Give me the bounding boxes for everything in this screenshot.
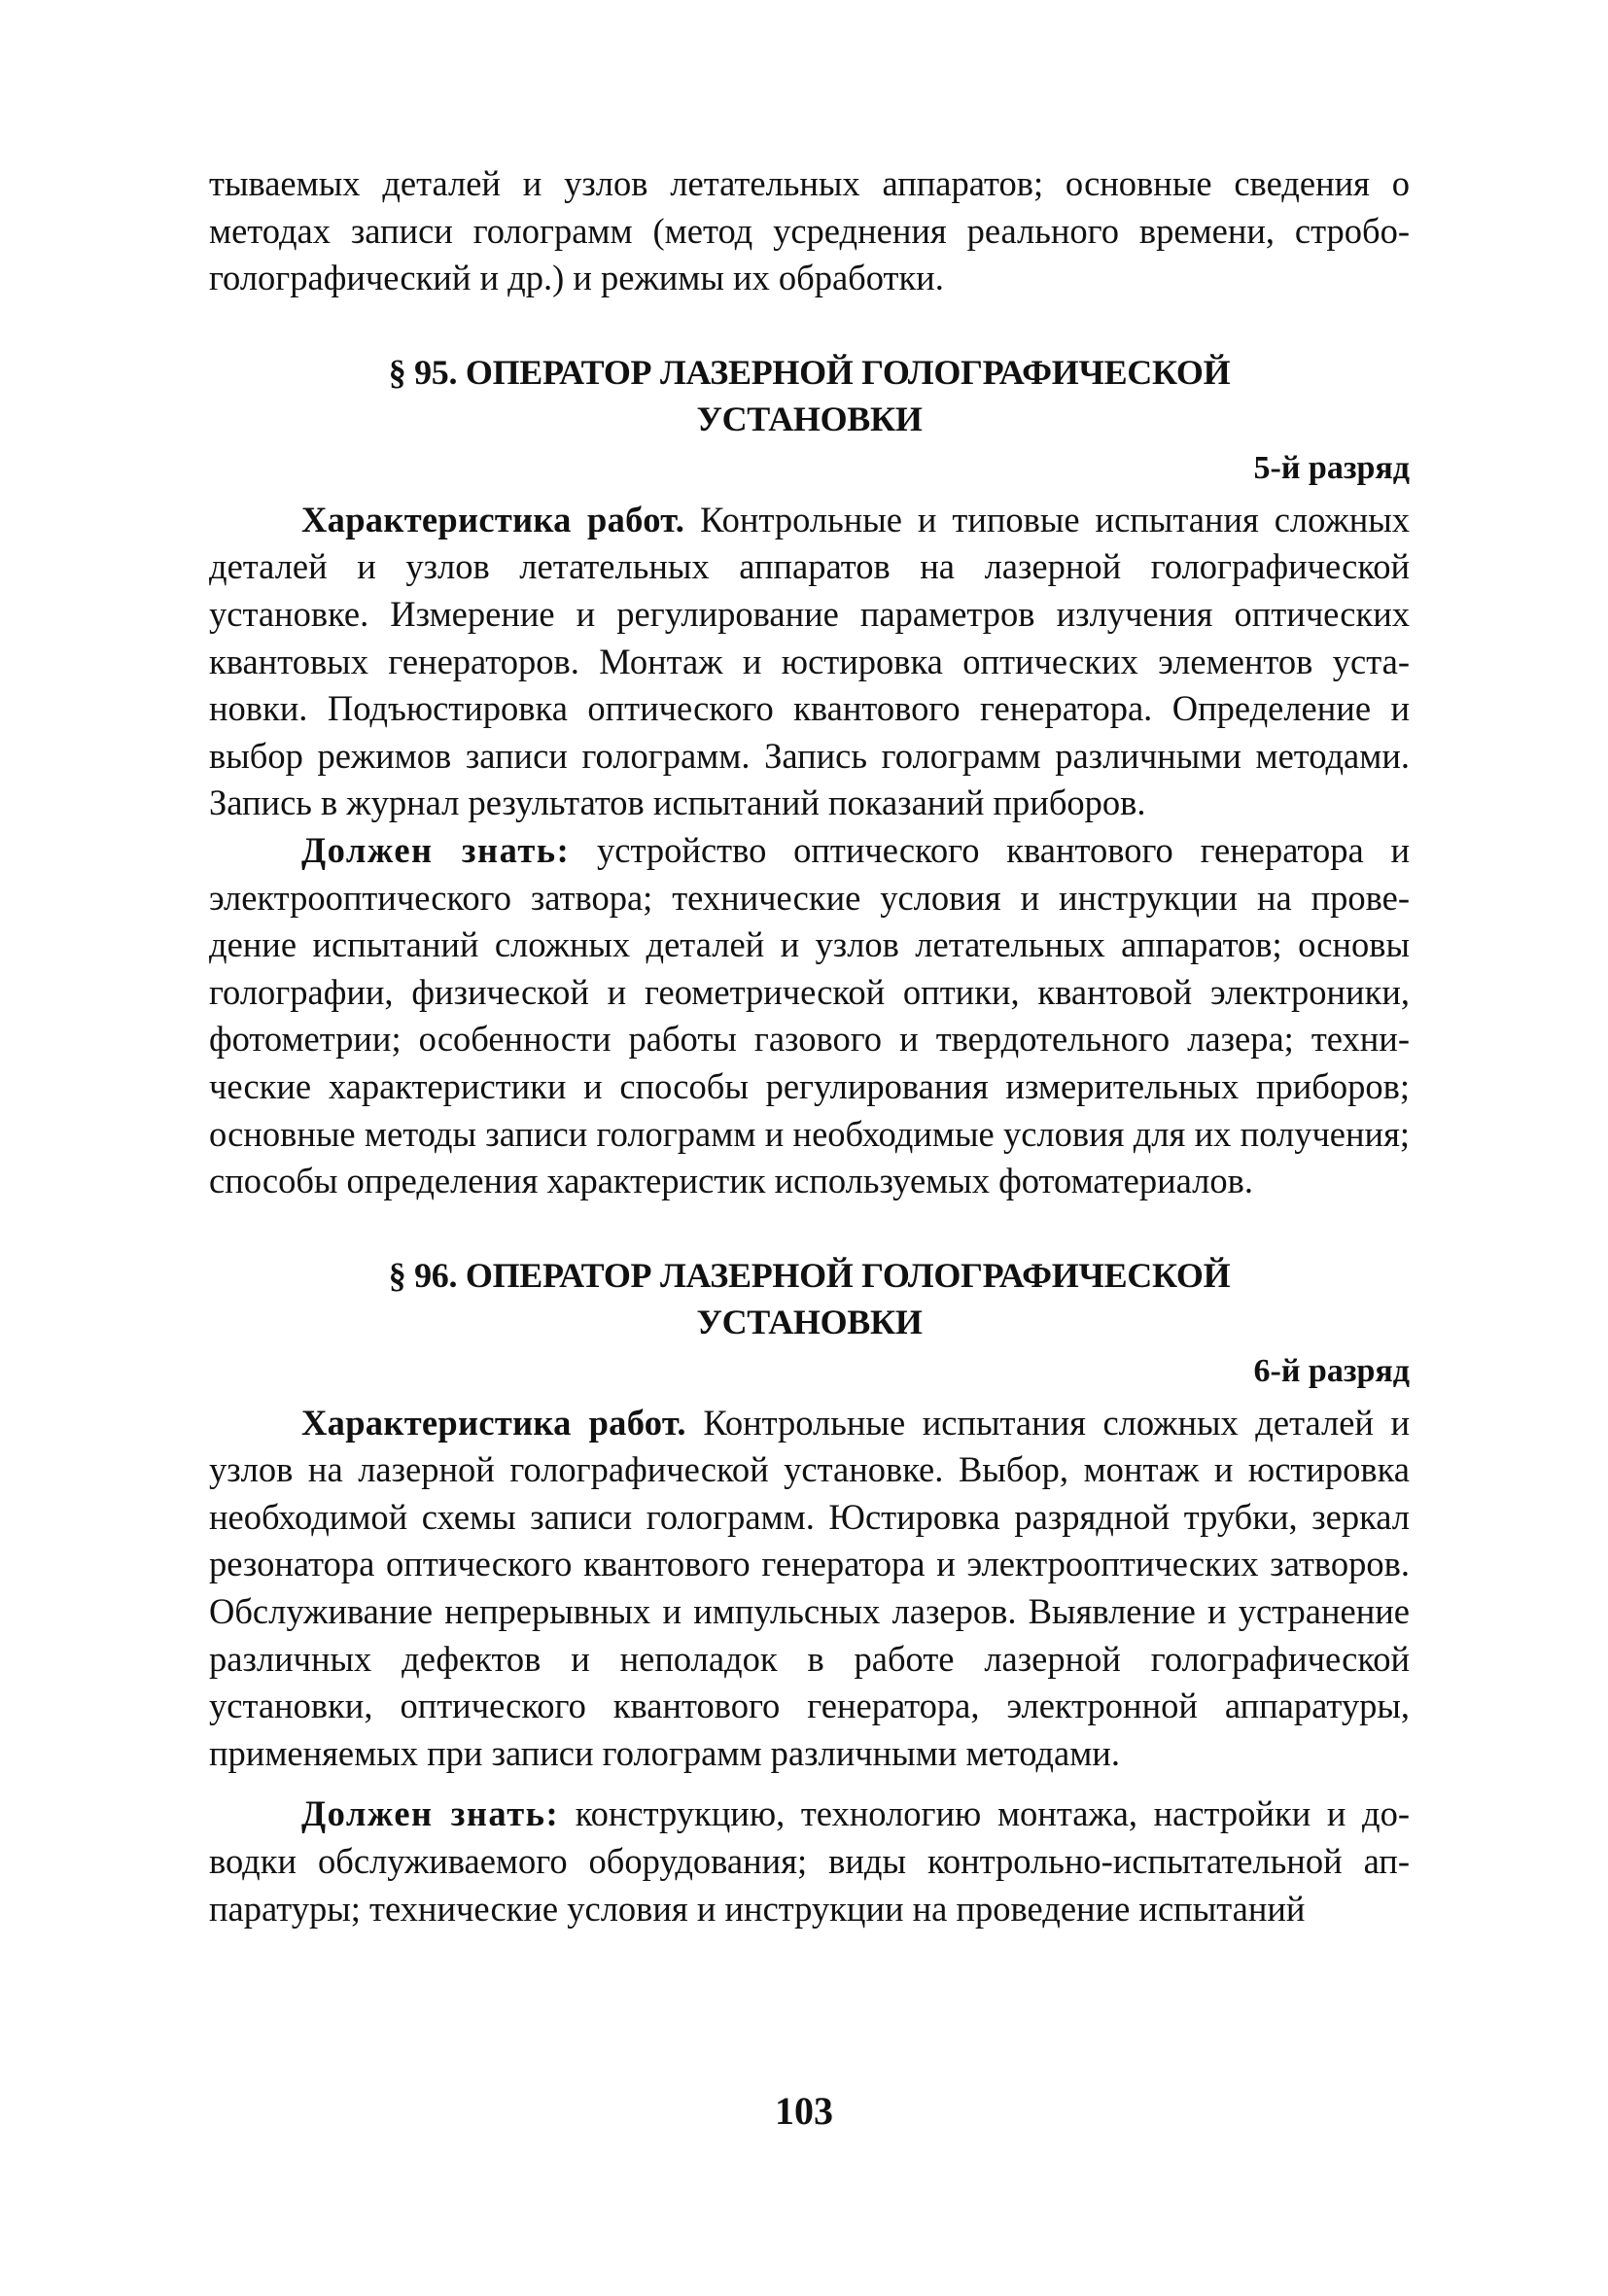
section-96-knowledge-label: Должен знать:: [301, 1793, 560, 1834]
section-95-knowledge-label: Должен знать:: [301, 829, 571, 870]
section-96-grade: 6-й разряд: [1253, 1352, 1410, 1389]
section-95-grade: 5-й разряд: [1253, 449, 1410, 486]
section-95-title-line-1: § 95. ОПЕРАТОР ЛАЗЕРНОЙ ГОЛОГРАФИЧЕСКОЙ: [388, 352, 1231, 392]
section-95-heading: [209, 349, 1410, 442]
page-number: 103: [775, 2089, 833, 2133]
section-96-characteristic-paragraph: [209, 1400, 1410, 1778]
section-95-title-line-2: УСТАНОВКИ: [696, 399, 923, 438]
section-95-characteristic-label: Характеристика работ.: [301, 499, 685, 539]
section-96-title-line-1: § 96. ОПЕРАТОР ЛАЗЕРНОЙ ГОЛОГРАФИЧЕСКОЙ: [388, 1255, 1231, 1295]
section-96-heading: [209, 1252, 1410, 1345]
section-95-knowledge-paragraph: [209, 827, 1410, 1205]
section-96-characteristic-text: Контрольные испытания сложных деталей и узлов на лазерной голографической установке. Выбор, монтаж и юстировка необходимой схемы записи голограмм. Юстировка разрядной трубки, зеркал резонатора оптического квантового генератора и электрооптических затворов. Обслуживание непрерывных и импульсных лазеров. Выявление и устранение различных дефектов и неполадок в работе лазерной голографической установки, оптического квантового генератора, электронной аппаратуры, применяемых при записи голограмм различными методами.: [209, 1402, 1411, 1773]
section-96-knowledge-paragraph: [209, 1791, 1410, 1932]
document-page: [209, 160, 1410, 1932]
section-95-knowledge-text: устройство оптического квантового генератора и электрооптического затвора; технические условия и инструкции на проведение испытаний сложных деталей и узлов летательных аппаратов; основы голографии, физической и геометрической оптики, квантовой электроники, фотометрии; особенности работы газового и твердотельного лазера; технические характеристики и способы регулирования измерительных приборов; основные методы записи голограмм и необходимые условия для их получения; способы определения характеристик используемых фотоматериалов.: [209, 829, 1410, 1201]
section-95-characteristic-paragraph: [209, 497, 1410, 827]
section-96-characteristic-label: Характеристика работ.: [301, 1402, 686, 1443]
section-96-title-line-2: УСТАНОВКИ: [696, 1302, 923, 1341]
section-96-knowledge-text: конструкцию, технологию монтажа, настройки и доводки обслуживаемого оборудования; виды контрольно-испытательной аппаратуры; технические условия и инструкции на проведение испытаний: [209, 1793, 1411, 1929]
intro-paragraph: тываемых деталей и узлов летательных аппаратов; основные сведения о методах записи голограмм (метод усреднения реального времени, стробоголографический и др.) и режимы их обработки.: [209, 163, 1410, 298]
section-95-characteristic-text: Контрольные и типовые испытания сложных деталей и узлов летательных аппаратов на лазерной голографической установке. Измерение и регулирование параметров излучения оптических квантовых генераторов. Монтаж и юстировка оптических элементов установки. Подъюстировка оптического квантового генератора. Определение и выбор режимов записи голограмм. Запись голограмм различными методами. Запись в журнал результатов испытаний показаний приборов.: [209, 499, 1411, 823]
